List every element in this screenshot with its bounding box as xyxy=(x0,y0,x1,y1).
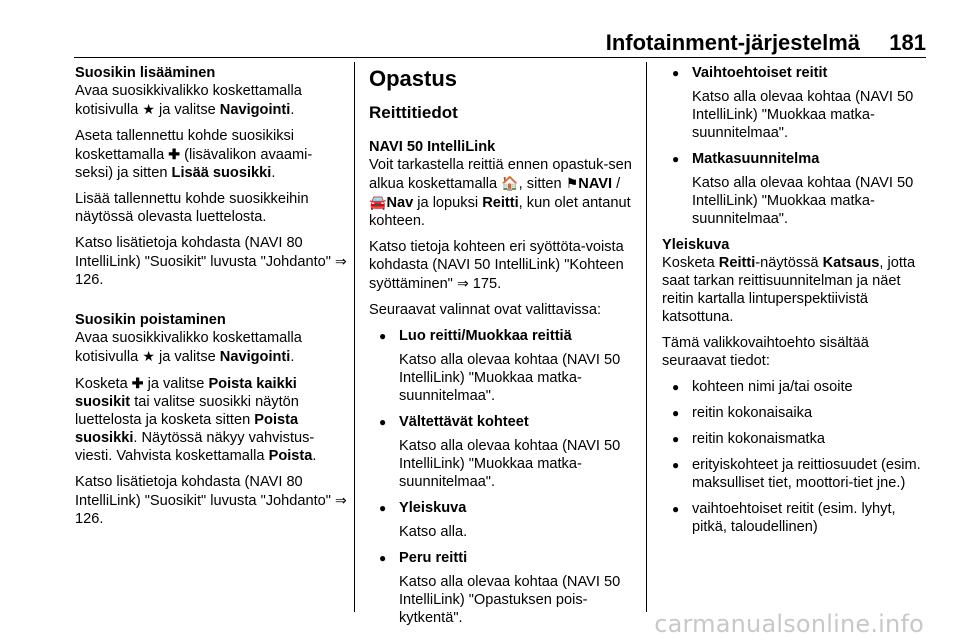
list-item: ● Vältettävät kohteet Katso alla olevaa kohtaa (NAVI 50 IntelliLink) "Muokkaa matka-suunnitelmaa". xyxy=(369,413,637,491)
list-item: ● vaihtoehtoiset reitit (esim. lyhyt, pitkä, taloudellinen) xyxy=(662,500,928,536)
watermark: carmanualsonline.info xyxy=(654,610,924,638)
list-item: ● reitin kokonaismatka xyxy=(662,430,928,448)
page-header xyxy=(74,22,926,58)
list-item: ● reitin kokonaisaika xyxy=(662,404,928,422)
flag-icon: ⚑ xyxy=(565,175,579,191)
list-item: ● Matkasuunnitelma Katso alla olevaa kohtaa (NAVI 50 IntelliLink) "Muokkaa matka-suunnitelmaa". xyxy=(662,150,928,228)
delete-paragraph-3: Katso lisätietoja kohdasta (NAVI 80 IntelliLink) "Suosikit" luvusta "Johdanto" ⇒ 126. xyxy=(75,474,347,527)
arrow-ref-icon: ⇒ xyxy=(456,275,469,291)
star-icon: ★ xyxy=(142,101,155,117)
delete-paragraph-1: Avaa suosikkivalikko koskettamalla kotisivulla ★ ja valitse Navigointi. xyxy=(75,330,302,365)
add-favourite-heading: Suosikin lisääminen xyxy=(75,65,216,81)
overview-bullets xyxy=(662,378,928,536)
add-paragraph-3: Lisää tallennettu kohde suosikkeihin näytössä olevasta luettelosta. xyxy=(75,191,309,225)
star-icon: ★ xyxy=(142,348,155,364)
overview-paragraph-2: Tämä valikkovaihtoehto sisältää seuraavat tiedot: xyxy=(662,335,869,369)
overview-heading: Yleiskuva xyxy=(662,237,730,253)
navi-heading: NAVI 50 IntelliLink xyxy=(369,139,496,155)
add-paragraph-2: Aseta tallennettu kohde suosikiksi koskettamalla ✚ (lisävalikon avaami-seksi) ja sitten Lisää suosikki. xyxy=(75,128,313,181)
list-item: ● Yleiskuva Katso alla. xyxy=(369,499,637,541)
options-list-continued xyxy=(662,64,928,228)
plus-icon: ✚ xyxy=(168,146,181,162)
list-item: ● Vaihtoehtoiset reitit Katso alla olevaa kohtaa (NAVI 50 IntelliLink) "Muokkaa matka-suunnitelmaa". xyxy=(662,64,928,142)
column-divider-2 xyxy=(646,62,647,612)
column-2 xyxy=(369,64,637,635)
add-paragraph-4: Katso lisätietoja kohdasta (NAVI 80 IntelliLink) "Suosikit" luvusta "Johdanto" ⇒ 126. xyxy=(75,235,347,288)
overview-paragraph-1: Kosketa Reitti-näytössä Katsaus, jotta saat tarkan reittisuunnitelman ja näet reitin kartalla lintuperspektiivistä katsottuna. xyxy=(662,255,916,325)
list-item: ● Luo reitti/Muokkaa reittiä Katso alla olevaa kohtaa (NAVI 50 IntelliLink) "Muokkaa matka-suunnitelmaa". xyxy=(369,327,637,405)
column-1 xyxy=(75,64,347,536)
delete-paragraph-2: Kosketa ✚ ja valitse Poista kaikki suosikit tai valitse suosikki näytön luettelosta ja kosketa sitten Poista suosikki. Näytössä näkyy vahvistus-viesti. Vahvista koskettamalla Poista. xyxy=(75,375,317,464)
list-item: ● erityiskohteet ja reittiosuudet (esim. maksulliset tiet, moottori-tiet jne.) xyxy=(662,456,928,492)
arrow-ref-icon: ⇒ xyxy=(335,253,347,269)
add-paragraph-1: Avaa suosikkivalikko koskettamalla kotisivulla ★ ja valitse Navigointi. xyxy=(75,83,302,118)
route-paragraph-3: Seuraavat valinnat ovat valittavissa: xyxy=(369,302,602,318)
route-paragraph-2: Katso tietoja kohteen eri syöttöta-voista kohdasta (NAVI 50 IntelliLink) "Kohteen syöttäminen" ⇒ 175. xyxy=(369,239,624,292)
route-paragraph-1: Voit tarkastella reittiä ennen opastuk-sen alkua koskettamalla 🏠, sitten ⚑NAVI / 🚘Nav ja lopuksi Reitti, kun olet antanut kohteen. xyxy=(369,157,632,229)
section-subtitle: Reittitiedot xyxy=(369,103,458,122)
page-number: 181 xyxy=(889,30,926,55)
plus-icon: ✚ xyxy=(131,375,144,391)
header-rule xyxy=(74,57,926,58)
car-icon: 🚘 xyxy=(369,194,387,210)
options-list xyxy=(369,327,637,627)
header-title: Infotainment-järjestelmä xyxy=(605,30,860,55)
column-3 xyxy=(662,64,928,544)
column-divider-1 xyxy=(354,62,355,612)
arrow-ref-icon: ⇒ xyxy=(335,492,347,508)
home-icon: 🏠 xyxy=(501,175,519,191)
list-item: ● Peru reitti Katso alla olevaa kohtaa (NAVI 50 IntelliLink) "Opastuksen pois-kytkentä". xyxy=(369,549,637,627)
list-item: ● kohteen nimi ja/tai osoite xyxy=(662,378,928,396)
section-title: Opastus xyxy=(369,66,458,91)
delete-favourite-heading: Suosikin poistaminen xyxy=(75,312,226,328)
